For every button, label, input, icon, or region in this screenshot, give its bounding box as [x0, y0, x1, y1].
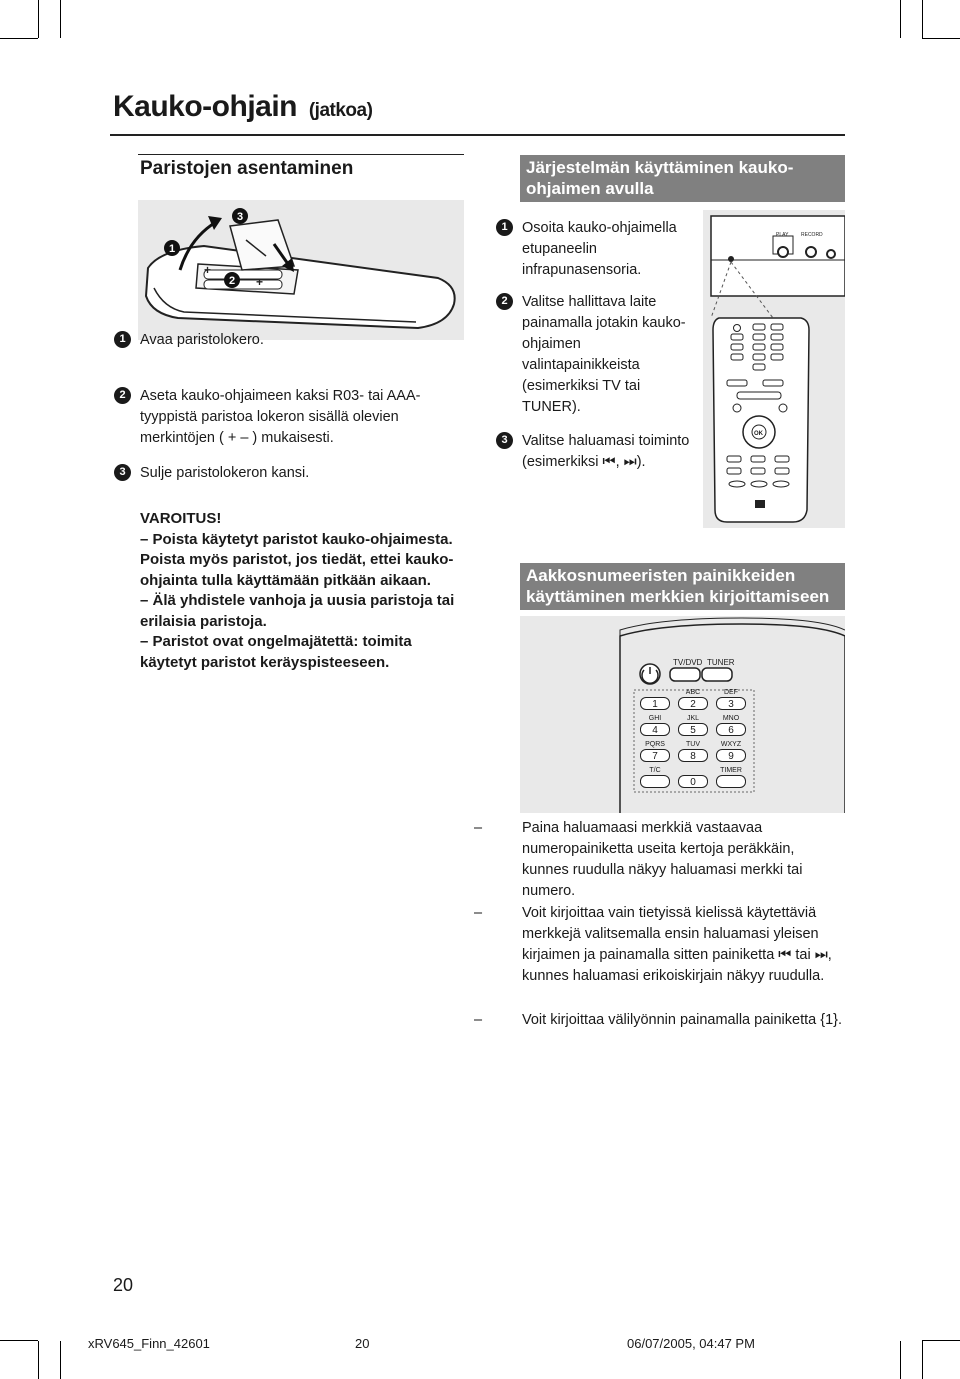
- key-letters: TIMER: [720, 767, 742, 774]
- keypad-key[interactable]: [638, 688, 672, 712]
- key-button[interactable]: 6: [716, 723, 746, 736]
- step-text: Aseta kauko-ohjaimeen kaksi R03- tai AAA-tyyppistä paristoa lokeron sisällä olevien merkintöjen ( + – ) mukaisesti.: [140, 388, 421, 446]
- section-rule: [138, 154, 464, 155]
- keypad-key[interactable]: [638, 714, 672, 738]
- key-letters: GHI: [648, 715, 662, 722]
- key-letters: JKL: [686, 715, 700, 722]
- footer-filename: xRV645_Finn_42601: [88, 1336, 210, 1351]
- key-letters: PQRS: [645, 741, 665, 748]
- tv-dvd-label: TV/DVD: [673, 658, 703, 667]
- alphanumeric-keypad: [638, 688, 750, 792]
- battery-figure: [138, 200, 464, 340]
- battery-section-heading: Paristojen asentaminen: [140, 158, 354, 179]
- crop-mark: [60, 0, 61, 38]
- warning-block: [140, 509, 470, 673]
- remote-battery-illustration: [138, 200, 464, 340]
- footer-page: 20: [355, 1336, 370, 1351]
- keypad-key[interactable]: [714, 766, 748, 790]
- key-letters: ABC: [685, 689, 701, 696]
- keypad-key[interactable]: [676, 740, 710, 764]
- svg-text:2: 2: [229, 275, 236, 287]
- key-button[interactable]: 3: [716, 697, 746, 710]
- svg-text:+: +: [204, 263, 212, 277]
- keypad-key[interactable]: [676, 766, 710, 790]
- usage-section-heading: Järjestelmän käyttäminen kauko-ohjaimen avulla: [520, 155, 845, 202]
- crop-mark: [922, 1341, 923, 1379]
- remote-pointing-illustration: [703, 210, 845, 528]
- crop-mark: [900, 1341, 901, 1379]
- instruction-text: Voit kirjoittaa välilyönnin painamalla painiketta {1}.: [522, 1012, 843, 1028]
- crop-mark: [0, 1340, 38, 1341]
- step-number: 2: [114, 387, 131, 404]
- instruction-text: Paina haluamaasi merkkiä vastaavaa numeropainiketta useita kertoja peräkkäin, kunnes ruudulla näkyy haluamasi merkki tai numero.: [522, 820, 803, 899]
- step-number: 2: [496, 293, 513, 310]
- step-text: Valitse haluamasi toiminto (esimerkiksi ⏮, ⏭).: [522, 433, 690, 470]
- keypad-key[interactable]: [714, 688, 748, 712]
- key-button[interactable]: [640, 775, 670, 788]
- crop-mark: [922, 38, 960, 39]
- title-rule: [110, 134, 845, 136]
- crop-mark: [922, 1340, 960, 1341]
- warning-label: VAROITUS!: [140, 510, 222, 527]
- instruction-text: Voit kirjoittaa vain tietyissä kielissä käytettäviä merkkejä valitsemalla ensin haluamasi yleisen kirjaimen ja painamalla sitten painiketta ⏮ tai ⏭, kunnes haluamasi erikoiskirjain näkyy ruudulla.: [522, 905, 832, 984]
- key-button[interactable]: 4: [640, 723, 670, 736]
- step-number: 3: [114, 464, 131, 481]
- dash-marker: –: [474, 820, 483, 836]
- step-number: 1: [114, 331, 131, 348]
- crop-mark: [922, 0, 923, 38]
- step-text: Valitse hallittava laite painamalla jotakin kauko-ohjaimen valintapainikkeista (esimerkiksi TV tai TUNER).: [522, 294, 686, 415]
- record-label: RECORD: [801, 232, 823, 238]
- key-button[interactable]: 2: [678, 697, 708, 710]
- dash-marker: –: [474, 1012, 483, 1028]
- key-button[interactable]: 8: [678, 749, 708, 762]
- usage-steps: [496, 218, 706, 478]
- keypad-key[interactable]: [676, 688, 710, 712]
- step-number: 1: [496, 219, 513, 236]
- crop-mark: [38, 0, 39, 38]
- remote-pointing-figure: [703, 210, 845, 528]
- key-button[interactable]: 5: [678, 723, 708, 736]
- keypad-key[interactable]: [714, 740, 748, 764]
- key-button[interactable]: 1: [640, 697, 670, 710]
- key-button[interactable]: 7: [640, 749, 670, 762]
- page-number: 20: [113, 1275, 134, 1295]
- warning-item: – Älä yhdistele vanhoja ja uusia paristoja tai erilaisia paristoja.: [140, 592, 455, 630]
- svg-text:3: 3: [237, 211, 244, 223]
- warning-item: – Poista käytetyt paristot kauko-ohjaimesta. Poista myös paristot, jos tiedät, ettei kauko-ohjainta tulla käyttämään pitkään aikaan.: [140, 530, 454, 589]
- step-number: 3: [496, 432, 513, 449]
- page-title-text: Kauko-ohjain: [113, 90, 298, 123]
- page-title-suffix: (jatkoa): [308, 100, 373, 121]
- key-letters: [676, 766, 710, 775]
- crop-mark: [60, 1341, 61, 1379]
- step-text: Avaa paristolokero.: [140, 332, 264, 348]
- svg-text:1: 1: [169, 243, 176, 255]
- footer-timestamp: 06/07/2005, 04:47 PM: [627, 1336, 755, 1351]
- alpha-instructions: [474, 818, 854, 1053]
- warning-item: – Paristot ovat ongelmajätettä: toimita käytetyt paristot keräyspisteeseen.: [140, 633, 412, 671]
- key-button[interactable]: [716, 775, 746, 788]
- key-letters: MNO: [722, 715, 740, 722]
- keypad-key[interactable]: [714, 714, 748, 738]
- step-text: Sulje paristolokeron kansi.: [140, 465, 310, 481]
- key-letters: [638, 688, 672, 697]
- step-text: Osoita kauko-ohjaimella etupaneelin infrapunasensoria.: [522, 220, 677, 278]
- crop-mark: [0, 38, 38, 39]
- svg-text:OK: OK: [754, 431, 763, 437]
- crop-mark: [38, 1341, 39, 1379]
- crop-mark: [900, 0, 901, 38]
- keypad-key[interactable]: [638, 766, 672, 790]
- dash-marker: –: [474, 905, 483, 921]
- key-letters: T/C: [649, 767, 661, 774]
- keypad-figure: [520, 616, 845, 813]
- alpha-section-heading: Aakkosnumeeristen painikkeiden käyttäminen merkkien kirjoittamiseen: [520, 563, 845, 610]
- play-label: PLAY: [776, 232, 789, 238]
- svg-text:+: +: [256, 275, 264, 289]
- key-letters: TUV: [686, 741, 700, 748]
- key-letters: DEF: [724, 689, 738, 696]
- keypad-key[interactable]: [638, 740, 672, 764]
- keypad-key[interactable]: [676, 714, 710, 738]
- key-button[interactable]: 0: [678, 775, 708, 788]
- tuner-label: TUNER: [707, 658, 735, 667]
- battery-steps: [114, 330, 464, 500]
- key-letters: WXYZ: [720, 741, 742, 748]
- key-button[interactable]: 9: [716, 749, 746, 762]
- page-title: [113, 90, 372, 124]
